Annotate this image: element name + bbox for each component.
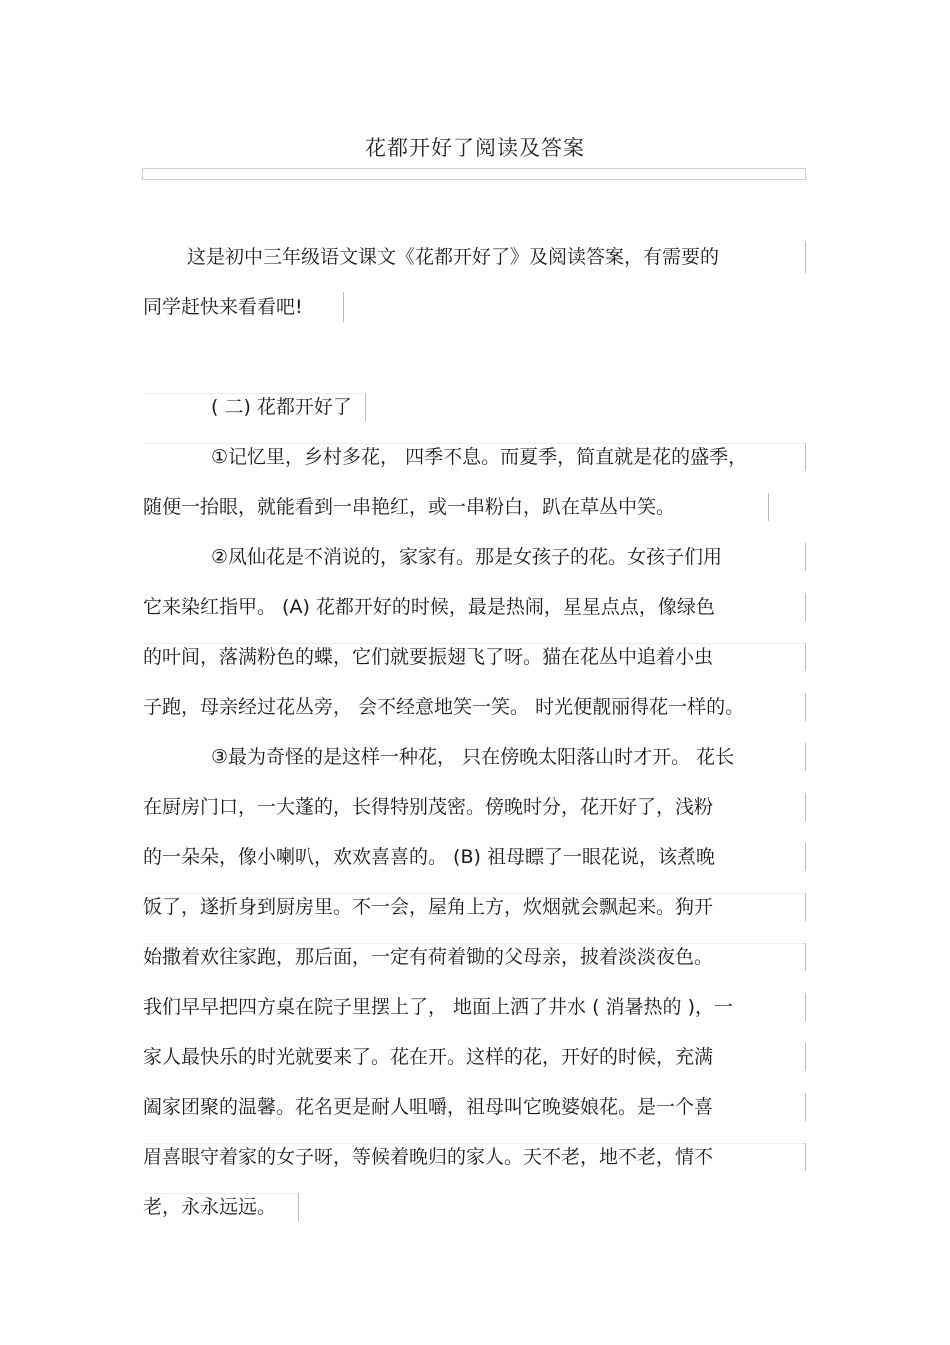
intro-line-1: 这是初中三年级语文课文《花都开好了》及阅读答案，有需要的 xyxy=(187,246,720,268)
line-edge-mark xyxy=(365,393,366,421)
line-edge-mark xyxy=(805,643,806,671)
title-divider xyxy=(142,168,806,180)
body-line: 随便一抬眼，就能看到一串艳红，或一串粉白，趴在草丛中笑。 xyxy=(143,496,676,518)
line-edge-mark xyxy=(805,443,806,471)
line-edge-mark xyxy=(805,543,806,571)
body-line: ③最为奇怪的是这样一种花， 只在傍晚太阳落山时才开。 花长 xyxy=(211,746,735,768)
line-edge-mark xyxy=(805,1043,806,1071)
body-line: 在厨房门口，一大蓬的，长得特别茂密。傍晚时分，花开好了，浅粉 xyxy=(143,796,714,818)
body-line: ②凤仙花是不消说的，家家有。那是女孩子的花。女孩子们用 xyxy=(211,546,723,568)
body-line: 我们早早把四方桌在院子里摆上了， 地面上洒了井水 ( 消暑热的 )，一 xyxy=(143,996,733,1018)
body-line: 的叶间，落满粉色的蝶，它们就要振翅飞了呀。猫在花丛中追着小虫 xyxy=(143,646,714,668)
line-edge-mark xyxy=(805,743,806,771)
line-edge-mark xyxy=(805,943,806,971)
line-edge-mark xyxy=(768,493,769,521)
body-line: 子跑，母亲经过花丛旁， 会不经意地笑一笑。 时光便靓丽得花一样的。 xyxy=(143,696,745,718)
body-line: 老，永永远远。 xyxy=(143,1196,277,1218)
line-edge-mark xyxy=(298,1193,299,1221)
body-line: 阖家团聚的温馨。花名更是耐人咀嚼，祖母叫它晚婆娘花。是一个喜 xyxy=(143,1096,714,1118)
body-line: 家人最快乐的时光就要来了。花在开。这样的花，开好的时候，充满 xyxy=(143,1046,714,1068)
line-edge-mark xyxy=(805,1143,806,1171)
body-line: 的一朵朵，像小喇叭，欢欢喜喜的。 (B) 祖母瞟了一眼花说，该煮晚 xyxy=(143,846,715,868)
line-edge-mark xyxy=(805,241,806,273)
line-edge-mark xyxy=(805,593,806,621)
section-heading: ( 二) 花都开好了 xyxy=(211,396,352,418)
intro-line-2: 同学赶快来看看吧! xyxy=(143,296,303,318)
line-edge-mark xyxy=(805,843,806,871)
body-line: 饭了，遂折身到厨房里。不一会，屋角上方，炊烟就会飘起来。狗开 xyxy=(143,896,714,918)
line-edge-mark xyxy=(343,292,344,322)
line-edge-mark xyxy=(805,693,806,721)
line-edge-mark xyxy=(805,1093,806,1121)
body-line: ①记忆里，乡村多花， 四季不息。而夏季，简直就是花的盛季， xyxy=(211,446,748,468)
document-title: 花都开好了阅读及答案 xyxy=(365,136,585,160)
line-edge-mark xyxy=(805,893,806,921)
body-line: 它来染红指甲。 (A) 花都开好的时候，最是热闹，星星点点，像绿色 xyxy=(143,596,715,618)
line-edge-mark xyxy=(805,993,806,1021)
line-edge-mark xyxy=(805,793,806,821)
body-line: 眉喜眼守着家的女子呀，等候着晚归的家人。天不老，地不老，情不 xyxy=(143,1146,714,1168)
body-line: 始撒着欢往家跑，那后面，一定有荷着锄的父母亲，披着淡淡夜色。 xyxy=(143,946,714,968)
